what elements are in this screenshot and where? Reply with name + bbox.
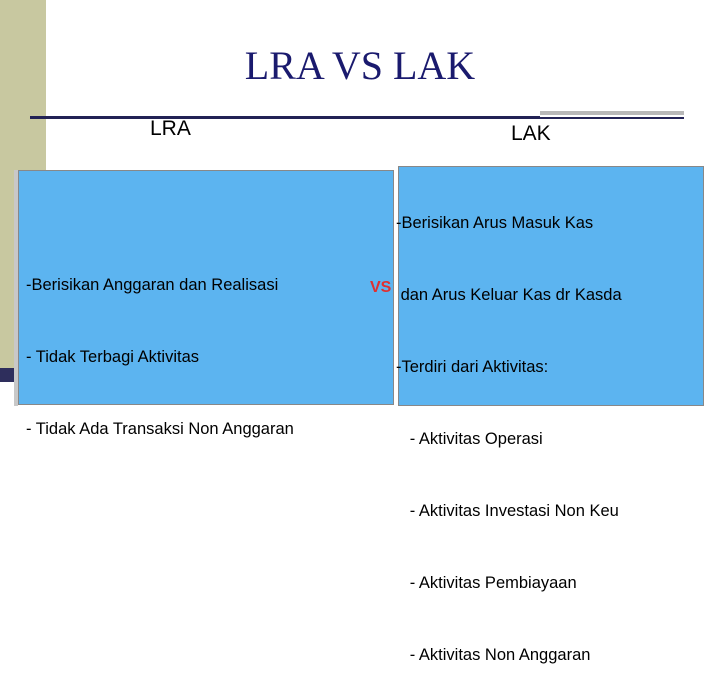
lak-line: -Terdiri dari Aktivitas: xyxy=(396,358,549,376)
lak-line: dan Arus Keluar Kas dr Kasda xyxy=(396,286,622,304)
lak-column-label: LAK xyxy=(511,122,551,145)
title-divider-accent-dark xyxy=(540,117,684,119)
lak-line: - Aktivitas Operasi xyxy=(396,430,543,448)
lak-line: - Aktivitas Non Anggaran xyxy=(396,646,591,664)
lak-line: - Aktivitas Investasi Non Keu xyxy=(396,502,619,520)
lra-line: -Berisikan Anggaran dan Realisasi xyxy=(26,276,279,294)
slide-title: LRA VS LAK xyxy=(244,43,476,88)
lra-line: - Tidak Ada Transaksi Non Anggaran xyxy=(26,420,294,438)
lak-description xyxy=(396,163,622,691)
lra-description xyxy=(26,225,294,465)
vs-label: VS xyxy=(370,279,392,296)
title-divider xyxy=(30,116,540,119)
lra-column-label: LRA xyxy=(150,117,191,140)
lak-line: -Berisikan Arus Masuk Kas xyxy=(396,214,594,232)
lra-line: - Tidak Terbagi Aktivitas xyxy=(26,348,200,366)
lak-line: - Aktivitas Pembiayaan xyxy=(396,574,577,592)
title-divider-accent xyxy=(540,111,684,115)
